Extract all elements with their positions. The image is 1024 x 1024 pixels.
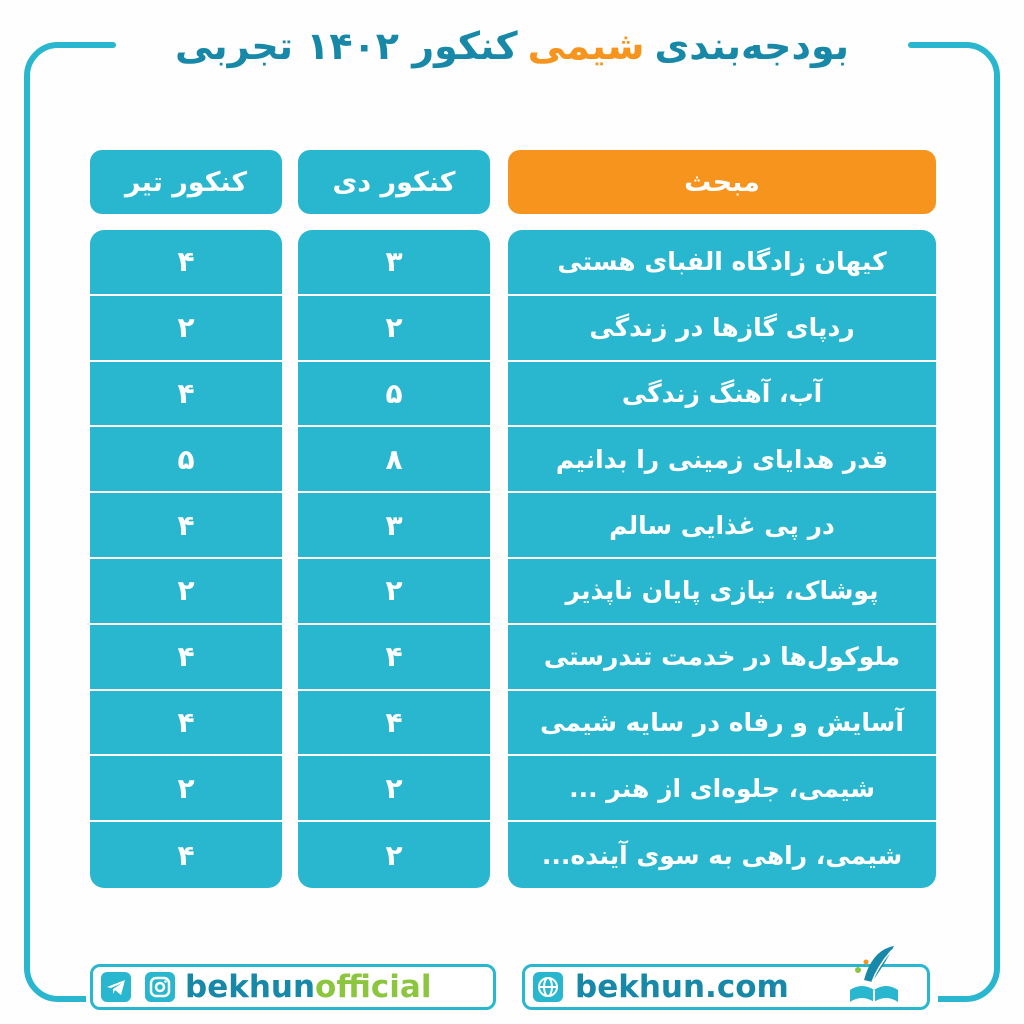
header-topic: مبحث bbox=[508, 150, 936, 214]
table-cell-dey: ۳ bbox=[298, 493, 490, 559]
page-title bbox=[104, 14, 920, 78]
table-cell-topic: ملوکول‌ها در خدمت تندرستی bbox=[508, 625, 936, 691]
header-dey: کنکور دی bbox=[298, 150, 490, 214]
table-cell-topic: شیمی، جلوه‌ای از هنر ... bbox=[508, 756, 936, 822]
social-handle[interactable] bbox=[185, 969, 431, 1005]
dey-column bbox=[298, 230, 490, 888]
table-cell-topic: قدر هدایای زمینی را بدانیم bbox=[508, 427, 936, 493]
telegram-icon[interactable] bbox=[99, 970, 133, 1004]
table-cell-tir: ۲ bbox=[90, 559, 282, 625]
table-cell-tir: ۵ bbox=[90, 427, 282, 493]
table-cell-dey: ۸ bbox=[298, 427, 490, 493]
table-cell-dey: ۲ bbox=[298, 756, 490, 822]
footer bbox=[86, 958, 938, 1014]
social-handle-main: bekhun bbox=[185, 969, 316, 1005]
table-cell-topic: ردپای گازها در زندگی bbox=[508, 296, 936, 362]
table-cell-tir: ۴ bbox=[90, 691, 282, 757]
table-cell-tir: ۲ bbox=[90, 756, 282, 822]
title-part-1: بودجه‌بندی bbox=[654, 24, 850, 68]
title-part-2: کنکور ۱۴۰۲ تجربی bbox=[174, 24, 518, 68]
table-cell-topic: آسایش و رفاه در سایه شیمی bbox=[508, 691, 936, 757]
globe-icon bbox=[531, 970, 565, 1004]
website-link[interactable]: bekhun.com bbox=[575, 969, 789, 1005]
table-cell-dey: ۴ bbox=[298, 625, 490, 691]
table-cell-tir: ۴ bbox=[90, 362, 282, 428]
header-tir: کنکور تیر bbox=[90, 150, 282, 214]
table-cell-dey: ۲ bbox=[298, 296, 490, 362]
table-cell-topic: آب، آهنگ زندگی bbox=[508, 362, 936, 428]
table-cell-topic: شیمی، راهی به سوی آینده... bbox=[541, 840, 903, 870]
instagram-icon[interactable] bbox=[143, 970, 177, 1004]
table-cell-tir: ۴ bbox=[90, 230, 282, 296]
table-cell-topic: پوشاک، نیازی پایان ناپذیر bbox=[508, 559, 936, 625]
table-cell-topic: کیهان زادگاه الفبای هستی bbox=[508, 230, 936, 296]
table-cell-topic: در پی غذایی سالم bbox=[508, 493, 936, 559]
table-cell-dey: ۵ bbox=[298, 362, 490, 428]
table-cell-tir: ۴ bbox=[90, 493, 282, 559]
table-cell-dey: ۲ bbox=[385, 838, 403, 872]
table-cell-tir: ۴ bbox=[177, 838, 195, 872]
tir-column bbox=[90, 230, 282, 888]
title-highlight: شیمی bbox=[527, 24, 645, 68]
bekhun-logo-icon bbox=[842, 940, 906, 1010]
topic-column bbox=[508, 230, 936, 888]
social-pill[interactable] bbox=[90, 964, 496, 1010]
social-handle-accent: official bbox=[315, 969, 432, 1005]
table-cell-dey: ۳ bbox=[298, 230, 490, 296]
table-cell-tir: ۲ bbox=[90, 296, 282, 362]
table-cell-tir: ۴ bbox=[90, 625, 282, 691]
table-cell-dey: ۴ bbox=[298, 691, 490, 757]
table-cell-dey: ۲ bbox=[298, 559, 490, 625]
